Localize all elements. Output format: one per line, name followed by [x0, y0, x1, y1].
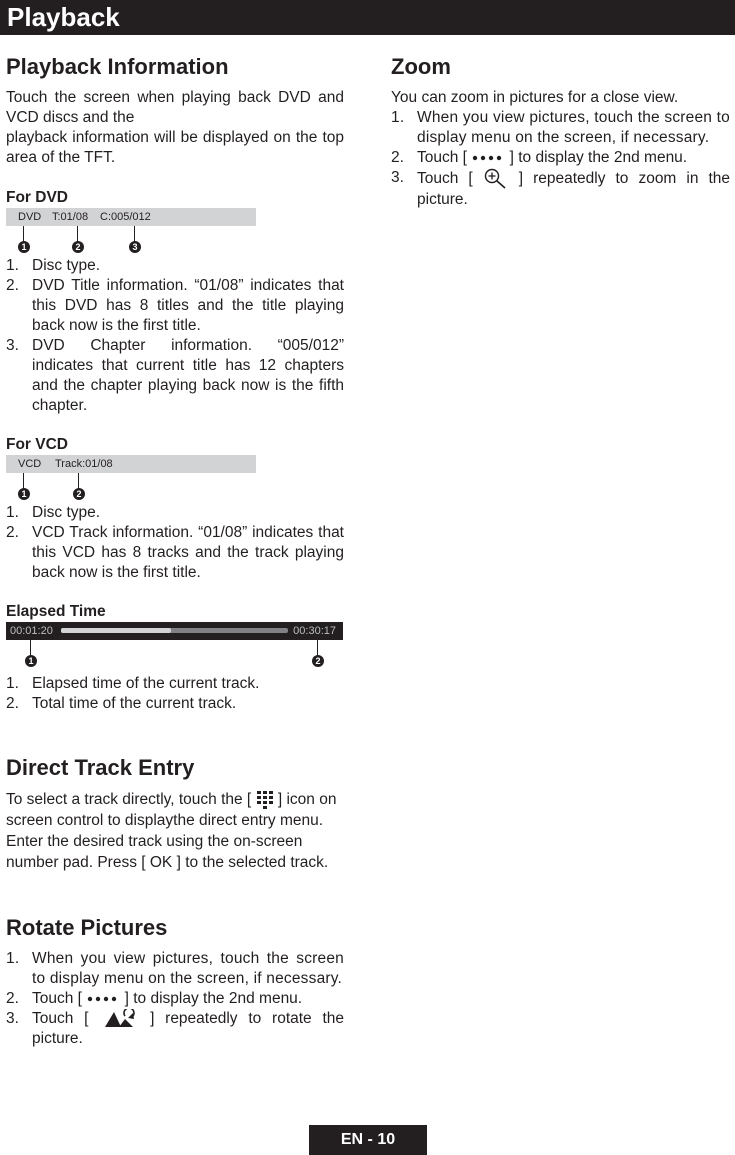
list-item: 1. Elapsed time of the current track.	[6, 675, 260, 692]
rotate-picture-icon	[99, 1009, 139, 1029]
intro-line-2: playback information will be displayed on the top area of the TFT.	[6, 129, 344, 166]
elapsed-total-time: 00:30:17	[293, 625, 336, 637]
zoom-in-icon	[483, 168, 509, 190]
rotate-heading: Rotate Pictures	[6, 915, 168, 940]
dvd-info-bar	[6, 208, 256, 226]
vcd-marker-1: 1	[18, 473, 30, 501]
vcd-marker-2: 2	[73, 473, 85, 501]
list-item: 2. Total time of the current track.	[6, 695, 237, 712]
list-item: 2. VCD Track information. “01/08” indicates that this VCD has 8 tracks and the track playing back now is the first title.	[6, 524, 344, 581]
elapsed-marker-2: 2	[312, 640, 324, 668]
zoom-intro: You can zoom in pictures for a close view.	[391, 89, 679, 106]
list-item: 3. DVD Chapter information. “005/012” indicates that current title has 12 chapters and the chapter playing back now is the fifth chapter.	[6, 337, 344, 414]
list-item: 3. Touch [ ] repeatedly to rotate the picture.	[6, 1010, 345, 1048]
elapsed-time-bar	[6, 622, 343, 640]
more-dots-icon	[471, 153, 505, 163]
list-item: 1. When you view pictures, touch the screen to display menu on the screen, if necessary.	[6, 950, 344, 987]
left-column	[6, 50, 344, 1049]
list-item: 1. Disc type.	[6, 504, 101, 521]
progress-fill	[61, 628, 171, 633]
vcd-bar-track: Track:01/08	[55, 458, 113, 470]
progress-track	[61, 628, 288, 633]
more-dots-icon	[86, 994, 120, 1004]
rotate-list	[6, 949, 344, 1049]
list-item: 2. Touch [ ] to display the 2nd menu.	[391, 149, 688, 166]
elapsed-marker-1: 1	[25, 640, 37, 668]
dvd-markers	[6, 226, 344, 254]
direct-track-heading: Direct Track Entry	[6, 755, 195, 780]
elapsed-label: Elapsed Time	[6, 603, 106, 620]
zoom-heading: Zoom	[391, 54, 451, 79]
page-header	[0, 0, 735, 35]
vcd-bar-disc: VCD	[18, 458, 42, 470]
dvd-bar-chapter: C:005/012	[100, 211, 151, 223]
vcd-info-bar	[6, 455, 256, 473]
list-item: 2. Touch [ ] to display the 2nd menu.	[6, 990, 303, 1007]
vcd-markers	[6, 473, 344, 501]
dvd-marker-2: 2	[72, 226, 84, 254]
right-column	[391, 50, 730, 210]
direct-track-text: To select a track directly, touch the [ ] icon on screen control to displaythe direct entry menu. Enter the desired track using the on-screen number pad. Press [ OK ] to the selected track.	[6, 791, 337, 871]
dvd-marker-3: 3	[129, 226, 141, 254]
elapsed-markers	[6, 640, 344, 668]
playback-info-intro	[6, 88, 344, 168]
keypad-icon	[256, 790, 274, 810]
list-item: 3. Touch [ ] repeatedly to zoom in the picture.	[391, 169, 731, 208]
dvd-list	[6, 256, 344, 416]
dvd-label: For DVD	[6, 189, 68, 206]
vcd-list	[6, 503, 344, 583]
elapsed-list	[6, 674, 344, 714]
page-number: EN - 10	[309, 1125, 427, 1155]
header-title: Playback	[7, 2, 120, 32]
list-item: 2. DVD Title information. “01/08” indicates that this DVD has 8 titles and the title playing back now is the first title.	[6, 277, 344, 334]
elapsed-current-time: 00:01:20	[10, 625, 53, 637]
playback-info-heading: Playback Information	[6, 54, 229, 79]
list-item: 1. Disc type.	[6, 257, 101, 274]
dvd-marker-1: 1	[18, 226, 30, 254]
intro-line-1: Touch the screen when playing back DVD and VCD discs and the	[6, 89, 344, 126]
list-item: 1. When you view pictures, touch the screen to display menu on the screen, if necessary.	[391, 109, 730, 146]
zoom-list	[391, 108, 730, 210]
dvd-bar-title: T:01/08	[52, 211, 89, 223]
vcd-label: For VCD	[6, 436, 68, 453]
dvd-bar-disc: DVD	[18, 211, 42, 223]
